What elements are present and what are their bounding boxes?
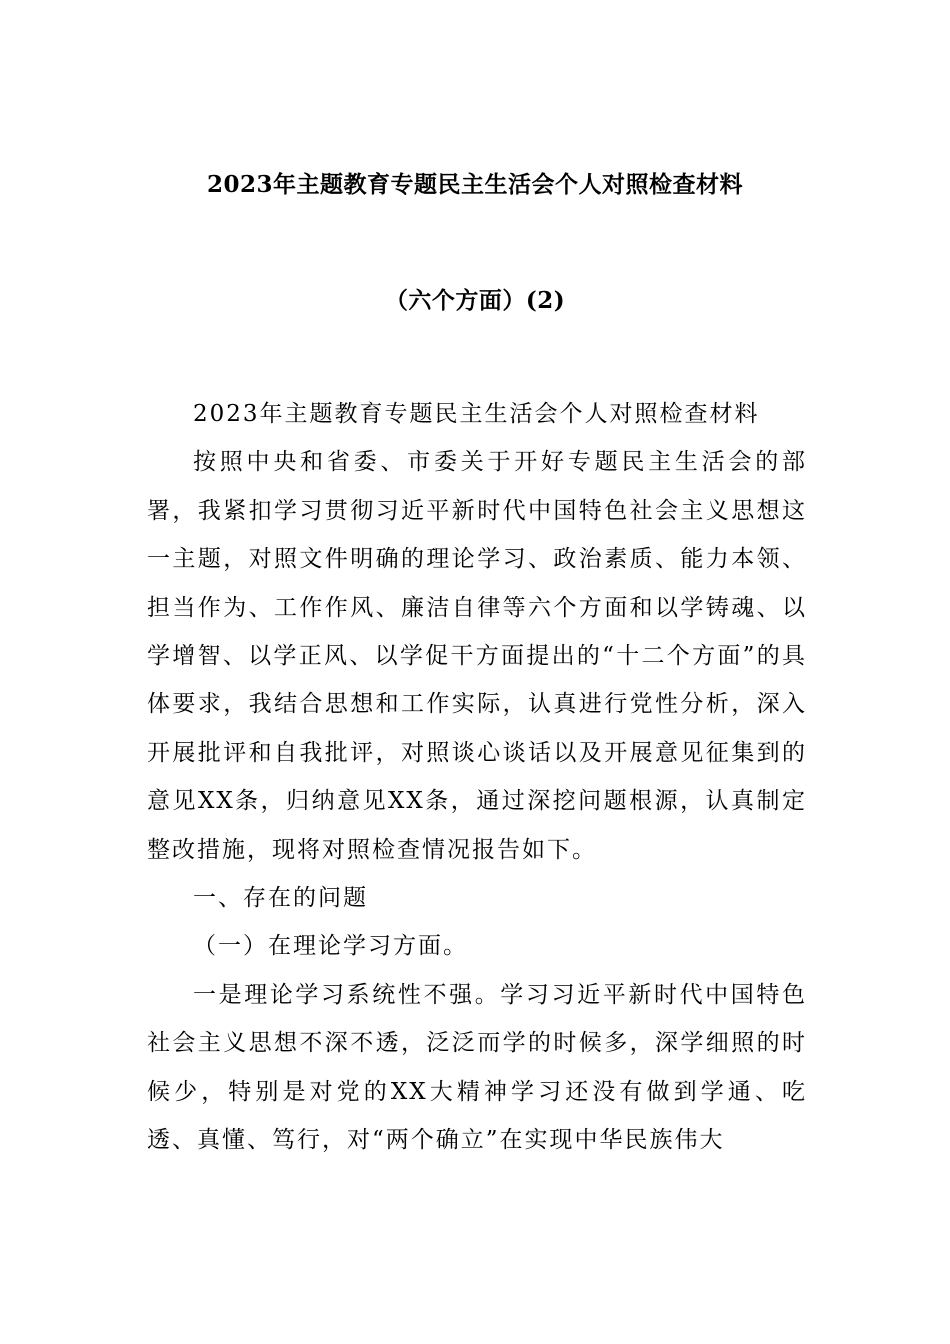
paragraph-theory-study-point-1: 一是理论学习系统性不强。学习习近平新时代中国特色社会主义思想不深不透，泛泛而学的时候多，深学细照的时候少，特别是对党的XX大精神学习还没有做到学通、吃透、真懂、笃行，对“两个确立”在实现中华民族伟大 bbox=[147, 981, 807, 1154]
subsection-heading-theory-study: （一）在理论学习方面。 bbox=[193, 933, 468, 960]
document-title: 2023年主题教育专题民主生活会个人对照检查材料 bbox=[206, 171, 743, 198]
paragraph-intro: 按照中央和省委、市委关于开好专题民主生活会的部署，我紧扣学习贯彻习近平新时代中国特色社会主义思想这一主题，对照文件明确的理论学习、政治素质、能力本领、担当作为、工作作风、廉洁自律等六个方面和以学铸魂、以学增智、以学正风、以学促干方面提出的“十二个方面”的具体要求，我结合思想和工作实际，认真进行党性分析，深入开展批评和自我批评，对照谈心谈话以及开展意见征集到的意见XX条，归纳意见XX条，通过深挖问题根源，认真制定整改措施，现将对照检查情况报告如下。 bbox=[147, 449, 807, 863]
paragraph-heading-repeat: 2023年主题教育专题民主生活会个人对照检查材料 bbox=[193, 401, 760, 427]
section-heading-problems: 一、存在的问题 bbox=[193, 885, 368, 912]
document-subtitle: （六个方面）(2) bbox=[384, 287, 566, 314]
document-body bbox=[147, 390, 807, 1165]
